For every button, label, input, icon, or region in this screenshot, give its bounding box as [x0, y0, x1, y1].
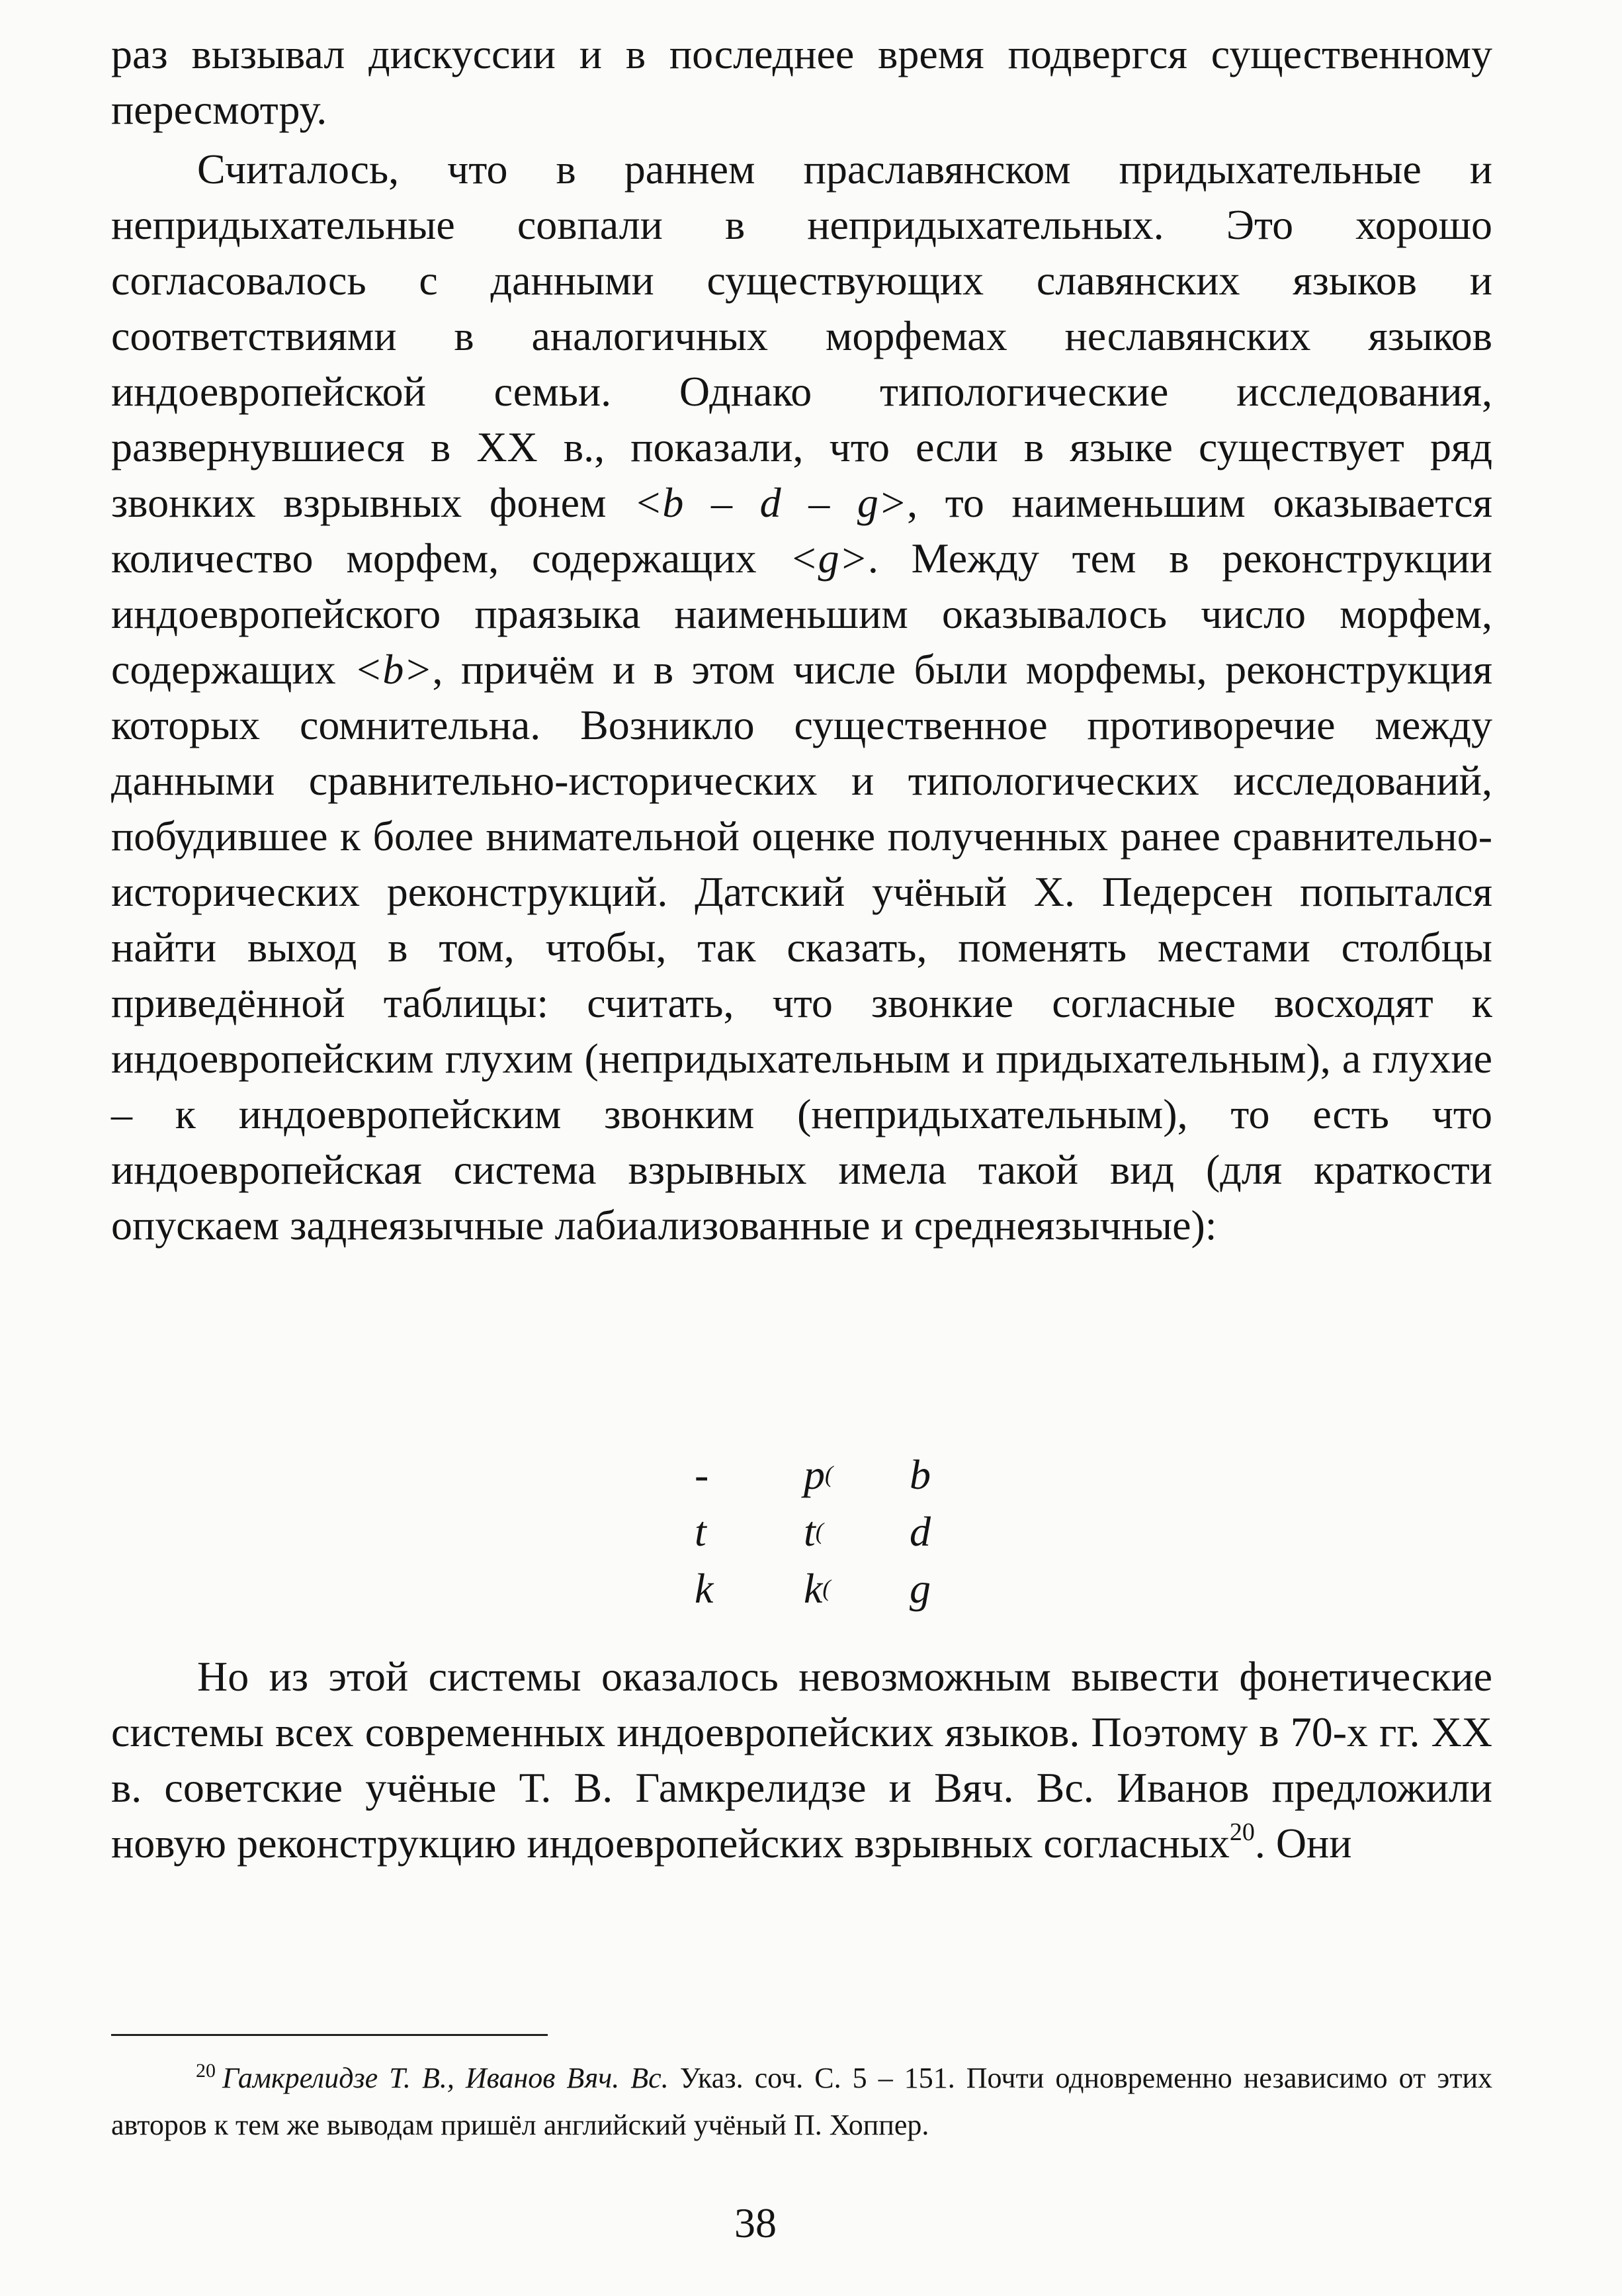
table-cell: d	[910, 1508, 931, 1555]
footnote-authors: Гамкрелидзе Т. В., Иванов Вяч. Вс.	[222, 2062, 669, 2094]
table-cell: t(	[804, 1508, 824, 1555]
paragraph-3	[111, 1649, 1492, 1877]
table-cell: t	[695, 1508, 706, 1555]
aspiration-mark: (	[815, 1518, 824, 1544]
main-text	[111, 26, 1492, 1253]
table-row	[688, 1446, 953, 1503]
formula-g: <g>	[789, 535, 868, 582]
paragraph-2	[111, 142, 1492, 1253]
table-cell: k	[695, 1565, 714, 1612]
footnote-number: 20	[196, 2060, 216, 2082]
table-cell: g	[910, 1565, 931, 1612]
table-cell: k(	[804, 1565, 831, 1612]
paragraph-1: раз вызывал дискуссии и в последнее время подвергся существенному пересмотру.	[111, 30, 1492, 133]
table-row	[688, 1503, 953, 1560]
page-number: 38	[734, 2199, 777, 2246]
table-cell: -	[695, 1451, 709, 1498]
footnote	[111, 2056, 1492, 2147]
aspiration-mark: (	[822, 1575, 831, 1601]
formula-voiced-series: <b – d – g>	[634, 479, 908, 526]
footnote-text: Указ. соч. С. 5 – 151. Почти одновременно независимо от этих авторов к тем же выводам пришёл английский учёный П. Хоппер.	[111, 2062, 1492, 2141]
table-cell: b	[910, 1451, 931, 1498]
aspiration-mark: (	[825, 1461, 833, 1487]
formula-b: <b>	[354, 646, 433, 693]
table-cell: p(	[804, 1451, 833, 1498]
table-row	[688, 1560, 953, 1617]
paragraph-2-part-1: Считалось, что в раннем праславянском придыхательные и непридыхательные совпали в непридыхательных. Это хорошо согласовалось с данными существующих славянских языков и соответствиями в аналогичных морфемах неславянских языков индоевропейской семьи. Однако типологические исследования, развернувшиеся в XX в., показали, что если в языке существует ряд звонких взрывных фонем	[111, 146, 1492, 526]
footnote-divider	[111, 2034, 548, 2036]
footnote-reference[interactable]: 20	[1229, 1818, 1255, 1846]
paragraph-2-part-4: , причём и в этом числе были морфемы, реконструкция которых сомнительна. Возникло существенное противоречие между данными сравнительно-исторических и типологических исследований, побудившее к более внимательной оценке полученных ранее сравнительно-исторических реконструкций. Датский учёный Х. Педерсен попытался найти выход в том, чтобы, так сказать, поменять местами столбцы приведённой таблицы: считать, что звонкие согласные восходят к индоевропейским глухим (непридыхательным и придыхательным), а глухие – к индоевропейским звонким (непридыхательным), то есть что индоевропейская система взрывных имела такой вид (для краткости опускаем заднеязычные лабиализованные и среднеязычные):	[111, 646, 1493, 1249]
paragraph-3-part-1: Но из этой системы оказалось невозможным вывести фонетические системы всех современных индоевропейских языков. Поэтому в 70-х гг. XX в. советские учёные Т. В. Гамкрелидзе и Вяч. Вс. Иванов предложили новую реконструкцию индоевропейских взрывных согласных	[111, 1653, 1492, 1867]
consonant-table	[688, 1446, 953, 1617]
paragraph-2-part-3: . Между тем в реконструкции индоевропейского праязыка наименьшим оказывалось число морфем, содержащих	[111, 535, 1493, 693]
paragraph-2-part-2: , то наименьшим оказывается количество морфем, содержащих	[111, 479, 1493, 582]
paragraph-3-part-2: . Они	[1254, 1820, 1352, 1867]
